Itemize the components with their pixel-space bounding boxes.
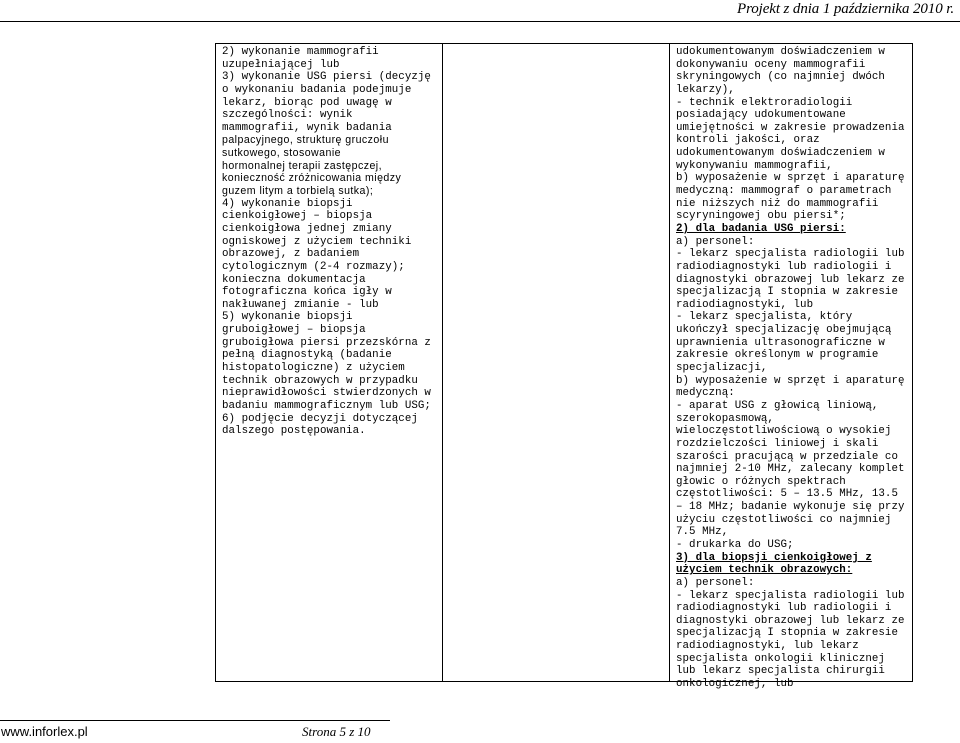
text-line: badaniu mammograficznym lub USG; (222, 399, 431, 412)
text-line: onkologicznej, lub (676, 678, 794, 691)
text-line: specjalista onkologii klinicznej (676, 652, 885, 665)
text-line: - drukarka do USG; (676, 538, 794, 551)
text-line: gruboigłowej – biopsja (222, 324, 366, 337)
text-line: gruboigłowa piersi przezskórna z (222, 336, 431, 349)
text-line: rozdzielczości liniowej i skali (676, 437, 879, 450)
footer-url[interactable]: www.inforlex.pl (1, 724, 88, 739)
text-line: cienkoigłowej – biopsja (222, 210, 373, 223)
table-column-1 (216, 44, 443, 681)
text-line: a) personel: (676, 235, 755, 248)
text-line: - technik elektroradiologii (676, 96, 853, 109)
text-line: radiodiagnostyki, lub (676, 298, 814, 311)
text-line: diagnostyki obrazowej lub lekarz ze (676, 614, 905, 627)
text-line: nieprawidłowości stwierdzonych w (222, 387, 431, 400)
text-line: zakresie określonym w programie (676, 349, 879, 362)
text-line: dokonywaniu oceny mammografii (676, 58, 866, 71)
page-number: Strona 5 z 10 (302, 724, 371, 739)
text-line: konieczność zróżnicowania między (222, 172, 402, 185)
text-line: - lekarz specjalista radiologii lub (676, 248, 905, 261)
text-line: 4) wykonanie biopsji (222, 197, 353, 210)
text-line: medyczną: (676, 387, 735, 400)
text-line: radiodiagnostyki, lub lekarz (676, 640, 859, 653)
table-column-2 (443, 44, 670, 681)
text-line: obrazowej, z badaniem (222, 248, 360, 261)
document-header-title: Projekt z dnia 1 października 2010 r. (737, 1, 954, 17)
column-2-text (443, 44, 669, 46)
text-line: dalszego postępowania. (222, 425, 366, 438)
text-line: radiodiagnostyki lub radiologii i (676, 602, 892, 615)
text-line: użyciem technik obrazowych: (676, 564, 853, 577)
column-1-text (216, 44, 442, 438)
table-column-3 (670, 44, 912, 691)
text-line: częstotliwości: 5 – 13.5 MHz, 13.5 (676, 488, 898, 501)
text-line: udokumentowanym doświadczeniem w (676, 147, 885, 160)
text-line: ukończył specjalizację obejmującą (676, 324, 892, 337)
text-line: palpacyjnego, strukturę gruczołu (222, 134, 389, 147)
text-line: cienkoigłowa jednej zmiany (222, 222, 392, 235)
text-line: hormonalnej terapii zastępczej, (222, 159, 382, 172)
text-line: specjalizacji, (676, 362, 768, 375)
text-line: diagnostyki obrazowej lub lekarz ze (676, 273, 905, 286)
text-line: nakłuwanej zmianie - lub (222, 298, 379, 311)
text-line: wykonywaniu mammografii, (676, 159, 833, 172)
text-line: specjalizacją I stopnia w zakresie (676, 286, 898, 299)
text-line: 3) dla biopsji cienkoigłowej z (676, 551, 872, 564)
text-line: umiejętności w zakresie prowadzenia (676, 121, 905, 134)
text-line: technik obrazowych w przypadku (222, 374, 418, 387)
text-line: sutkowego, stosowanie (222, 147, 341, 160)
text-line: mammografii, wynik badania (222, 121, 392, 134)
text-line: kontroli jakości, oraz (676, 134, 820, 147)
text-line: 6) podjęcie decyzji dotyczącej (222, 412, 418, 425)
text-line: b) wyposażenie w sprzęt i aparaturę (676, 374, 905, 387)
text-line: - lekarz specjalista radiologii lub (676, 589, 905, 602)
text-line: 7.5 MHz, (676, 526, 729, 539)
text-line: - lekarz specjalista, który (676, 311, 853, 324)
text-line: cytologicznym (2-4 rozmazy); (222, 260, 405, 273)
text-line: lub lekarz specjalista chirurgii (676, 665, 885, 678)
text-line: scyryningowej obu piersi*; (676, 210, 846, 223)
text-line: 5) wykonanie biopsji (222, 311, 353, 324)
text-line: skryningowych (co najmniej dwóch (676, 71, 885, 84)
text-line: lekarz, biorąc pod uwagę w (222, 96, 392, 109)
text-line: głowic o różnych spektrach (676, 475, 846, 488)
text-line: najmniej 2-10 MHz, zalecany komplet (676, 463, 905, 476)
text-line: wieloczęstotliwościową o wysokiej (676, 425, 892, 438)
text-line: nie niższych niż do mammografii (676, 197, 879, 210)
text-line: posiadający udokumentowane (676, 109, 846, 122)
text-line: histopatologiczne) z użyciem (222, 362, 405, 375)
text-line: uzupełniającej lub (222, 58, 340, 71)
text-line: udokumentowanym doświadczeniem w (676, 46, 885, 58)
text-line: a) personel: (676, 576, 755, 589)
text-line: szarości pracującą w przedziale co (676, 450, 898, 463)
text-line: uprawnienia ultrasonograficzne w (676, 336, 885, 349)
text-line: pełną diagnostyką (badanie (222, 349, 392, 362)
text-line: o wykonaniu badania podejmuje (222, 83, 412, 96)
text-line: użyciu częstotliwości co najmniej (676, 513, 892, 526)
text-line: – 18 MHz; badanie wykonuje się przy (676, 501, 905, 514)
text-line: ogniskowej z użyciem techniki (222, 235, 412, 248)
text-line: - aparat USG z głowicą liniową, (676, 399, 879, 412)
text-line: specjalizacją I stopnia w zakresie (676, 627, 898, 640)
footer-divider (0, 720, 390, 721)
text-line: konieczna dokumentacja (222, 273, 366, 286)
text-line: 2) dla badania USG piersi: (676, 222, 846, 235)
text-line: guzem litym a torbielą sutka); (222, 185, 374, 198)
text-line: 3) wykonanie USG piersi (decyzję (222, 71, 431, 84)
column-3-text (670, 44, 912, 691)
text-line: szczególności: wynik (222, 109, 353, 122)
text-line: b) wyposażenie w sprzęt i aparaturę (676, 172, 905, 185)
text-line: fotograficzna końca igły w (222, 286, 392, 299)
text-line: szerokopasmową, (676, 412, 774, 425)
text-line: radiodiagnostyki lub radiologii i (676, 260, 892, 273)
document-table (215, 43, 913, 691)
text-line: 2) wykonanie mammografii (222, 46, 379, 58)
text-line: medyczną: mammograf o parametrach (676, 185, 892, 198)
header-divider (0, 21, 960, 22)
text-line: lekarzy), (676, 83, 735, 96)
